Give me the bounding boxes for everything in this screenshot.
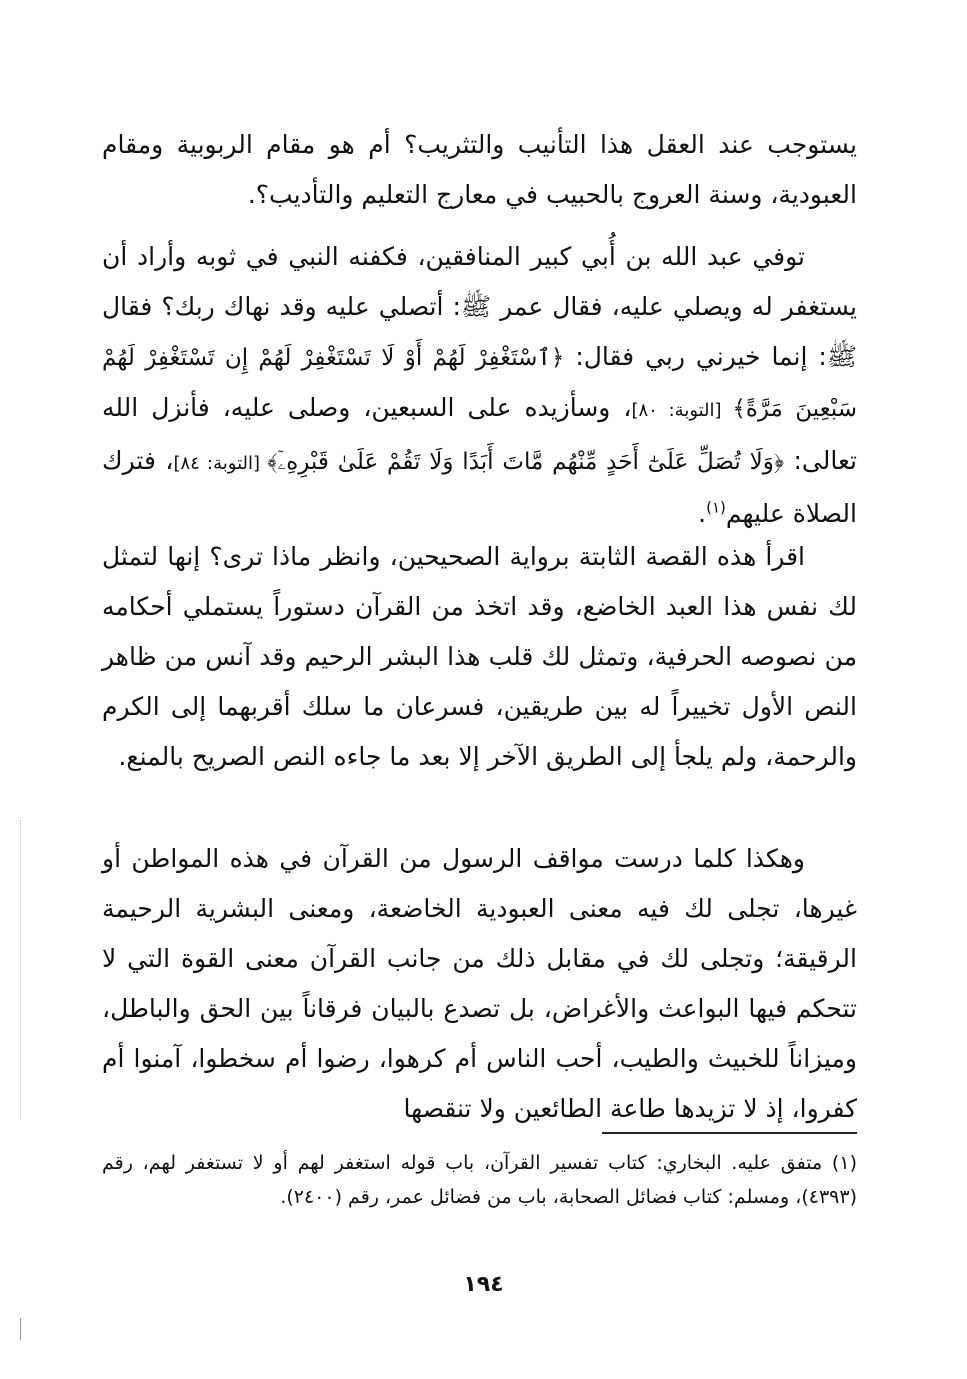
paragraph-2-part1: توفي عبد الله بن أُبي كبير المنافقين، فكفنه النبي في ثوبه وأراد أن يستغفر له ويصلي عليه، فقال عمر ﷺ: أتصلي عليه وقد نهاك ربك؟ فقال ﷺ: إنما خيرني ربي فقال: <box>102 242 857 371</box>
paragraph-2-part2: ، وسأزيده على السبعين، وصلى عليه، فأنزل الله تعالى: <box>102 393 858 475</box>
paragraph-4 <box>102 834 857 1134</box>
page-number: ١٩٤ <box>463 1272 504 1297</box>
verse-reference-2: [التوبة: ٨٤] <box>173 453 268 474</box>
quran-verse-1: ﴿ٱسْتَغْفِرْ لَهُمْ أَوْ لَا تَسْتَغْفِرْ لَهُمْ إِن تَسْتَغْفِرْ لَهُمْ سَبْعِينَ مَرَّةً﴾ <box>102 345 857 422</box>
footnote <box>102 1146 857 1214</box>
paragraph-4-text: وهكذا كلما درست مواقف الرسول من القرآن في هذه المواطن أو غيرها، تجلى لك فيه معنى العبودية الخاضعة، ومعنى البشرية الرحيمة الرقيقة؛ وتجلى لك في مقابل ذلك من جانب القرآن معنى القوة التي لا تتحكم فيها البواعث والأغراض، بل تصدع بالبيان فرقاناً بين الحق والباطل، وميزاناً للخبيث والطيب، أحب الناس أم كرهوا، رضوا أم سخطوا، آمنوا أم كفروا، إذ لا تزيدها طاعة الطائعين ولا تنقصها <box>102 844 857 1123</box>
footnote-text: (١) متفق عليه. البخاري: كتاب تفسير القرآن، باب قوله استغفر لهم أو لا تستغفر لهم، رقم (٤٣٩٣)، ومسلم: كتاب فضائل الصحابة، باب من فضائل عمر، رقم (٢٤٠٠). <box>102 1152 857 1208</box>
paragraph-1-text: يستوجب عند العقل هذا التأنيب والتثريب؟ أم هو مقام الربوبية ومقام العبودية، وسنة العروج بالحبيب في معارج التعليم والتأديب؟. <box>102 130 857 209</box>
paragraph-2-part3: ، فترك الصلاة عليهم <box>102 446 857 528</box>
margin-dotted-line <box>20 820 21 1120</box>
paragraph-3 <box>102 532 857 782</box>
margin-tick <box>20 1318 21 1340</box>
paragraph-1 <box>102 120 857 220</box>
paragraph-2 <box>102 232 857 539</box>
quran-verse-2: ﴿وَلَا تُصَلِّ عَلَىٰٓ أَحَدٍ مِّنْهُم مَّاتَ أَبَدًا وَلَا تَقُمْ عَلَىٰ قَبْرِهِۦٓ﴾ <box>267 449 785 475</box>
paragraph-2-end: . <box>698 499 707 528</box>
verse-reference-1: [التوبة: ٨٠] <box>631 400 733 421</box>
paragraph-3-text: اقرأ هذه القصة الثابتة برواية الصحيحين، وانظر ماذا ترى؟ إنها لتمثل لك نفس هذا العبد الخاضع، وقد اتخذ من القرآن دستوراً يستملي أحكامه من نصوصه الحرفية، وتمثل لك قلب هذا البشر الرحيم وقد آنس من ظاهر النص الأول تخييراً له بين طريقين، فسرعان ما سلك أقربهما إلى الكرم والرحمة، ولم يلجأ إلى الطريق الآخر إلا بعد ما جاءه النص الصريح بالمنع. <box>102 542 857 771</box>
footnote-marker[interactable]: (١) <box>706 498 726 517</box>
footnote-separator <box>602 1132 857 1134</box>
